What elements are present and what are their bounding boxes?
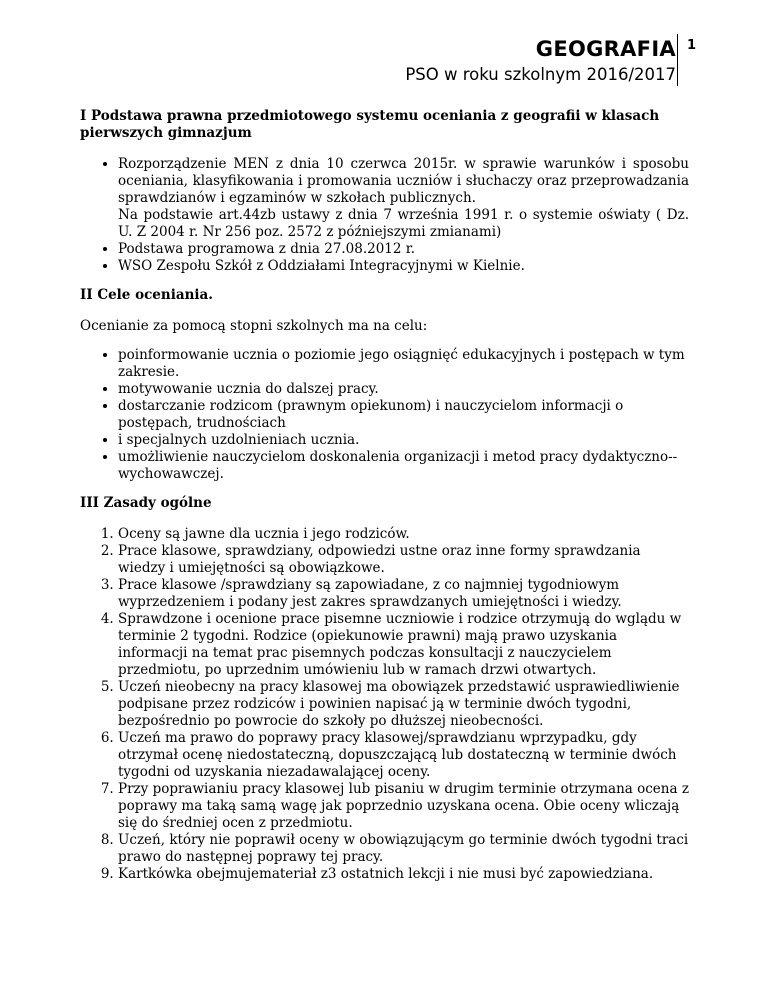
list-item: 6. Uczeń ma prawo do poprawy pracy klasowej/sprawdzianu wprzypadku, gdy otrzymał ocenę niedostateczną, dopuszczającą lub dostateczną w terminie dwóch tygodni od uzyskania niezadawalającej oceny.	[118, 730, 689, 781]
list-item-note: Na podstawie art.44zb ustawy z dnia 7 września 1991 r. o systemie oświaty ( Dz. U. Z 2004 r. Nr 256 poz. 2572 z późniejszymi zmianami)	[118, 207, 689, 240]
rules-list	[80, 526, 689, 883]
list-item-text: Rozporządzenie MEN z dnia 10 czerwca 2015r. w sprawie warunków i sposobu oceniania, klasyfikowania i promowania uczniów i słuchaczy oraz przeprowadzania sprawdzianów i egzaminów w szkołach publicznych.	[118, 156, 689, 206]
legal-basis-list	[80, 156, 689, 275]
list-item: 8. Uczeń, który nie poprawił oceny w obowiązującym go terminie dwóch tygodni traci prawo do następnej poprawy tej pracy.	[118, 832, 689, 866]
list-item: 7. Przy poprawianiu pracy klasowej lub pisaniu w drugim terminie otrzymana ocena z poprawy ma taką samą wagę jak poprzednio uzyskana ocena. Obie oceny wliczają się do średniej ocen z przedmiotu.	[118, 781, 689, 832]
section-2-heading: II Cele oceniania.	[80, 287, 213, 303]
list-item: • poinformowanie ucznia o poziomie jego osiągnięć edukacyjnych i postępach w tym zakresie.	[118, 347, 689, 381]
list-item: 1. Oceny są jawne dla ucznia i jego rodziców.	[118, 526, 689, 543]
header-divider	[677, 34, 678, 86]
list-item: • i specjalnych uzdolnieniach ucznia.	[118, 432, 689, 449]
list-item: • WSO Zespołu Szkół z Oddziałami Integracyjnymi w Kielnie.	[118, 258, 689, 275]
section-3-heading: III Zasady ogólne	[80, 495, 212, 511]
list-item: • motywowanie ucznia do dalszej pracy.	[118, 381, 689, 398]
document-title: GEOGRAFIA	[535, 37, 676, 61]
document-subtitle: PSO w roku szkolnym 2016/2017	[405, 65, 676, 84]
list-item: 4. Sprawdzone i ocenione prace pisemne uczniowie i rodzice otrzymują do wglądu w terminie 2 tygodni. Rodzice (opiekunowie prawni) mają prawo uzyskania informacji na temat prac pisemnych podczas konsultacji z nauczycielem przedmiotu, po uprzednim umówieniu lub w ramach drzwi otwartych.	[118, 611, 689, 679]
list-item: 5. Uczeń nieobecny na pracy klasowej ma obowiązek przedstawić usprawiedliwienie podpisane przez rodziców i powinien napisać ją w terminie dwóch tygodni, bezpośrednio po powrocie do szkoły po dłuższej nieobecności.	[118, 679, 689, 730]
section-1-heading: I Podstawa prawna przedmiotowego systemu oceniania z geografii w klasach pierwszych gimnazjum	[80, 108, 660, 141]
goals-list	[80, 347, 689, 483]
header-text	[405, 36, 676, 88]
list-item	[118, 156, 689, 241]
list-item: • umożliwienie nauczycielom doskonalenia organizacji i metod pracy dydaktyczno--wychowawczej.	[118, 449, 689, 483]
list-item: 9. Kartkówka obejmujemateriał z3 ostatnich lekcji i nie musi być zapowiedziana.	[118, 866, 689, 883]
list-item: • dostarczanie rodzicom (prawnym opiekunom) i nauczycielom informacji o postępach, trudnościach	[118, 398, 689, 432]
list-item: 3. Prace klasowe /sprawdziany są zapowiadane, z co najmniej tygodniowym wyprzedzeniem i podany jest zakres sprawdzanych umiejętności i wiedzy.	[118, 577, 689, 611]
page-header	[0, 30, 768, 90]
document-body	[80, 108, 689, 895]
section-2-intro: Ocenianie za pomocą stopni szkolnych ma na celu:	[80, 318, 428, 334]
list-item: • Podstawa programowa z dnia 27.08.2012 r.	[118, 241, 689, 258]
list-item: 2. Prace klasowe, sprawdziany, odpowiedzi ustne oraz inne formy sprawdzania wiedzy i umiejętności są obowiązkowe.	[118, 543, 689, 577]
page-number: 1	[687, 38, 697, 53]
